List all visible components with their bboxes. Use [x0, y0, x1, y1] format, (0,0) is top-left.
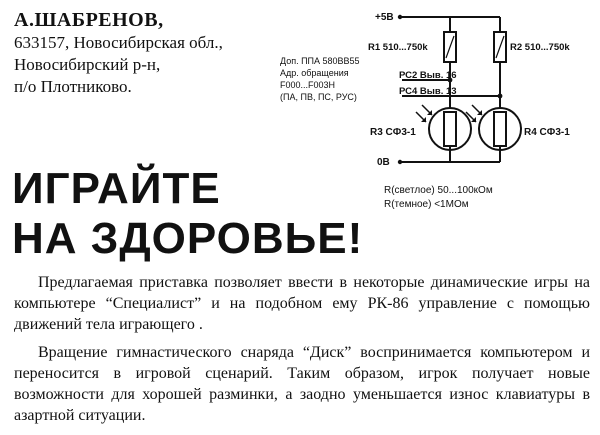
author-name: А.ШАБРЕНОВ, — [14, 9, 164, 31]
port-note-line-4: (ПА, ПВ, ПС, РУС) — [280, 92, 357, 102]
author-address-line-3: п/о Плотниково. — [14, 77, 132, 96]
r4-label: R4 СФ3-1 — [524, 127, 570, 138]
article-paragraph-1: Предлагаемая приставка позволяет ввести в некоторые динамические игры на компьютере “Специалист” и на подобном ему РК-86 управление с помощью движений тела играющего . — [14, 274, 590, 333]
article-paragraph-2: Вращение гимнастического снаряда “Диск” воспринимается компьютером и переносится в игровой сценарий. Таким образом, игрок получает новые возможности для хорошей разминки, а заодно уменьшается износ клавиатуры в азартной ситуации. — [14, 344, 590, 424]
article-body — [14, 272, 590, 433]
port-note-line-3: F000...F003H — [280, 80, 336, 90]
headline-line-2: НА ЗДОРОВЬЕ! — [12, 214, 364, 263]
r3-label: R3 СФ3-1 — [370, 127, 416, 138]
headline — [12, 164, 412, 264]
port-note-line-1: Доп. ППА 580ВВ55 — [280, 56, 360, 66]
r2-label: R2 510...750k — [510, 42, 570, 53]
author-address-line-2: Новосибирский р-н, — [14, 55, 161, 74]
node-pc4 — [498, 94, 503, 99]
supply-label: +5В — [375, 12, 394, 23]
headline-line-1: ИГРАЙТЕ — [12, 164, 221, 213]
photoresistor-r4-body — [494, 112, 506, 146]
r-dark-note: R(темное) <1МОм — [384, 199, 469, 210]
pc2-label: РС2 Выв. 16 — [399, 70, 457, 81]
author-block — [14, 8, 314, 98]
author-address-line-1: 633157, Новосибирская обл., — [14, 33, 223, 52]
pc4-label: РС4 Выв. 13 — [399, 86, 457, 97]
photoresistor-r3-body — [444, 112, 456, 146]
r1-label: R1 510...750k — [368, 42, 428, 53]
ground-label: 0В — [377, 157, 390, 168]
port-note-line-2: Адр. обращения — [280, 68, 349, 78]
r-light-note: R(светлое) 50...100кОм — [384, 185, 493, 196]
